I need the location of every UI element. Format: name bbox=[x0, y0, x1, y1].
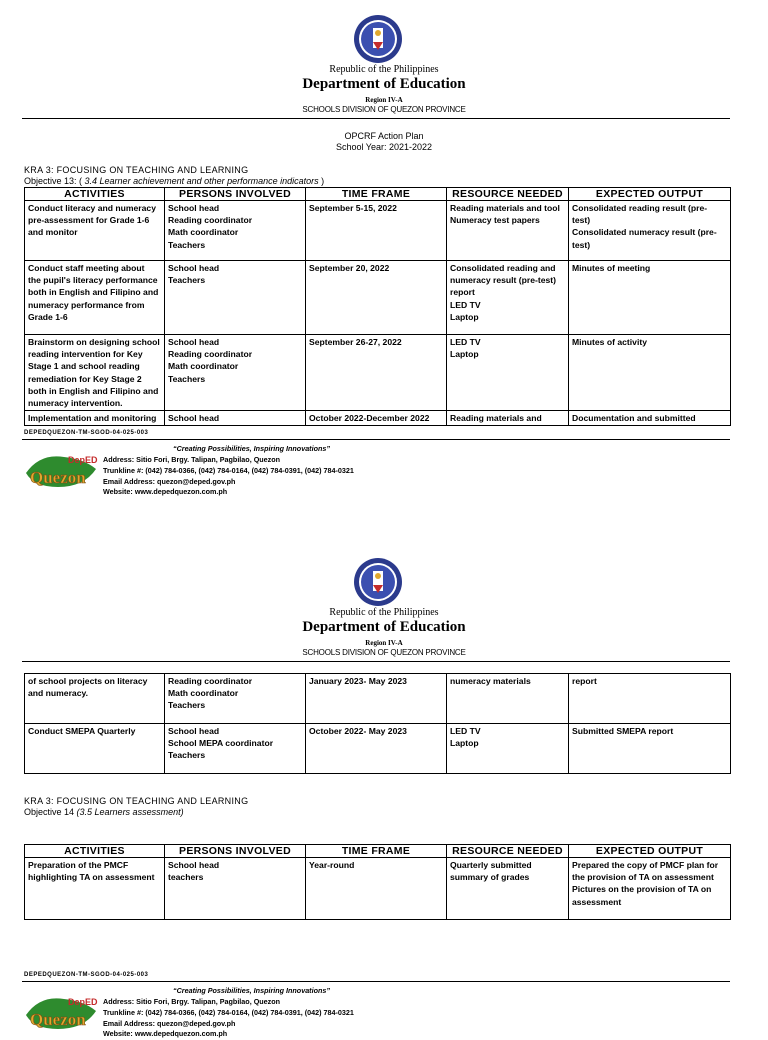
cell-line: Teachers bbox=[168, 239, 206, 250]
cell-line: School head bbox=[168, 203, 220, 213]
cell-line: Reading materials and tool bbox=[450, 203, 560, 213]
cell-line: Conduct staff meeting about bbox=[28, 263, 145, 273]
cell-line: School head bbox=[168, 726, 220, 736]
table-row bbox=[25, 335, 731, 411]
cell-line: Laptop bbox=[450, 738, 479, 749]
footer-email[interactable]: Email Address: quezon@deped.gov.ph bbox=[103, 1018, 236, 1028]
footer-contact bbox=[103, 455, 354, 498]
persons-cell bbox=[165, 724, 306, 774]
cell-line: teachers bbox=[168, 872, 204, 883]
cell-line: School MEPA coordinator bbox=[168, 738, 274, 749]
cell-line: Reading materials and bbox=[450, 413, 542, 424]
cell-line: Math coordinator bbox=[168, 227, 239, 238]
resource-cell bbox=[447, 411, 569, 426]
time-cell bbox=[306, 261, 447, 335]
footer-email[interactable]: Email Address: quezon@deped.gov.ph bbox=[103, 476, 236, 486]
table-row bbox=[25, 411, 731, 426]
cell-line: Numeracy test papers bbox=[450, 215, 540, 226]
cell-line: School head bbox=[168, 337, 220, 347]
department-title: Department of Education bbox=[302, 76, 466, 92]
activity-cell bbox=[25, 411, 165, 426]
table-row bbox=[25, 201, 731, 261]
table-row bbox=[25, 261, 731, 335]
cell-line: Laptop bbox=[450, 311, 479, 322]
column-header: PERSONS INVOLVED bbox=[165, 845, 306, 858]
cell-line: numeracy result (pre-test) bbox=[450, 275, 557, 286]
cell-line: September 26-27, 2022 bbox=[309, 337, 402, 347]
cell-line: Pictures on the provision of TA on bbox=[572, 884, 712, 895]
time-cell bbox=[306, 858, 447, 920]
cell-line: Grade 1-6 bbox=[28, 311, 68, 322]
objective-13-text: 3.4 Learner achievement and other performance indicators bbox=[84, 176, 319, 186]
region-text: Region IV-A bbox=[365, 96, 403, 104]
cell-line: Minutes of activity bbox=[572, 337, 647, 347]
document-code: DEPEDQUEZON-TM-SGOD-04-025-003 bbox=[24, 430, 149, 436]
cell-line: September 5-15, 2022 bbox=[309, 203, 397, 213]
resource-cell bbox=[447, 201, 569, 261]
logo-text-top: DepED bbox=[68, 997, 98, 1007]
cell-line: numeracy performance from bbox=[28, 299, 145, 310]
cell-line: Preparation of the PMCF bbox=[28, 860, 129, 870]
footer-address: Address: Sitio Fori, Brgy. Talipan, Pagbilao, Quezon bbox=[103, 455, 281, 464]
time-cell bbox=[306, 411, 447, 426]
output-cell bbox=[569, 411, 731, 426]
objective-14-text: (3.5 Learners assessment) bbox=[76, 807, 184, 817]
cell-line: LED TV bbox=[450, 337, 481, 347]
cell-line: January 2023- May 2023 bbox=[309, 676, 407, 686]
cell-line: October 2022- May 2023 bbox=[309, 726, 407, 736]
cell-line: LED TV bbox=[450, 726, 481, 736]
republic-text: Republic of the Philippines bbox=[329, 607, 439, 618]
time-cell bbox=[306, 335, 447, 411]
activity-cell bbox=[25, 858, 165, 920]
cell-line: School head bbox=[168, 263, 220, 273]
cell-line: Reading coordinator bbox=[168, 215, 253, 226]
cell-line: Brainstorm on designing school bbox=[28, 337, 160, 347]
column-header: RESOURCE NEEDED bbox=[447, 188, 569, 201]
cell-line: Submitted SMEPA report bbox=[572, 726, 674, 736]
cell-line: Conduct literacy and numeracy bbox=[28, 203, 156, 213]
cell-line: Math coordinator bbox=[168, 361, 239, 372]
resource-cell bbox=[447, 858, 569, 920]
output-cell bbox=[569, 858, 731, 920]
persons-cell bbox=[165, 261, 306, 335]
cell-line: the provision of TA on assessment bbox=[572, 872, 714, 883]
deped-seal-icon bbox=[353, 557, 403, 607]
cell-line: and numeracy. bbox=[28, 688, 89, 699]
activity-cell bbox=[25, 201, 165, 261]
footer-contact bbox=[103, 997, 354, 1040]
table-row bbox=[25, 674, 731, 724]
cell-line: report bbox=[572, 676, 597, 686]
output-cell bbox=[569, 201, 731, 261]
cell-line: assessment bbox=[572, 896, 622, 907]
cell-line: numeracy materials bbox=[450, 676, 531, 686]
resource-cell bbox=[447, 674, 569, 724]
table-row bbox=[25, 858, 731, 920]
cell-line: LED TV bbox=[450, 299, 481, 310]
header-rule bbox=[22, 661, 730, 662]
cell-line: Quarterly submitted bbox=[450, 860, 532, 870]
cell-line: pre-assessment for Grade 1-6 bbox=[28, 215, 150, 226]
resource-cell bbox=[447, 724, 569, 774]
action-plan-table-2 bbox=[24, 673, 731, 774]
cell-line: School head bbox=[168, 860, 220, 870]
cell-line: report bbox=[450, 287, 475, 298]
cell-line: test) bbox=[572, 215, 591, 226]
table-header-row bbox=[25, 845, 731, 858]
logo-text-top: DepED bbox=[68, 455, 98, 465]
footer-website[interactable]: Website: www.depedquezon.com.ph bbox=[103, 1029, 228, 1039]
cell-line: Reading coordinator bbox=[168, 349, 253, 360]
cell-line: reading intervention for Key bbox=[28, 349, 143, 360]
cell-line: highlighting TA on assessment bbox=[28, 872, 155, 883]
deped-quezon-logo-icon bbox=[24, 447, 98, 489]
footer-trunkline: Trunkline #: (042) 784-0366, (042) 784-0164, (042) 784-0391, (042) 784-0321 bbox=[103, 465, 354, 475]
column-header: TIME FRAME bbox=[306, 845, 447, 858]
resource-cell bbox=[447, 261, 569, 335]
cell-line: School head bbox=[168, 413, 220, 424]
action-plan-table-3 bbox=[24, 844, 731, 920]
column-header: TIME FRAME bbox=[306, 188, 447, 201]
cell-line: Conduct SMEPA Quarterly bbox=[28, 726, 136, 736]
cell-line: Teachers bbox=[168, 275, 206, 286]
cell-line: Prepared the copy of PMCF plan for bbox=[572, 860, 719, 870]
objective-13-prefix: Objective 13: ( bbox=[24, 176, 85, 186]
cell-line: Consolidated numeracy result (pre- bbox=[572, 227, 717, 238]
department-title: Department of Education bbox=[302, 619, 466, 635]
objective-14-prefix: Objective 14 bbox=[24, 807, 77, 817]
kra-heading: KRA 3: FOCUSING ON TEACHING AND LEARNING bbox=[24, 796, 249, 806]
document-code: DEPEDQUEZON-TM-SGOD-04-025-003 bbox=[24, 972, 149, 978]
school-year: School Year: 2021-2022 bbox=[335, 142, 433, 152]
footer-rule bbox=[22, 439, 730, 440]
resource-cell bbox=[447, 335, 569, 411]
persons-cell bbox=[165, 674, 306, 724]
persons-cell bbox=[165, 201, 306, 261]
output-cell bbox=[569, 674, 731, 724]
cell-line: summary of grades bbox=[450, 872, 530, 883]
time-cell bbox=[306, 201, 447, 261]
cell-line: Laptop bbox=[450, 349, 479, 360]
persons-cell bbox=[165, 411, 306, 426]
activity-cell bbox=[25, 724, 165, 774]
output-cell bbox=[569, 261, 731, 335]
objective-13 bbox=[24, 176, 324, 186]
output-cell bbox=[569, 335, 731, 411]
cell-line: Stage 1 and school reading bbox=[28, 361, 140, 372]
column-header: ACTIVITIES bbox=[25, 845, 165, 858]
column-header: PERSONS INVOLVED bbox=[165, 188, 306, 201]
column-header: EXPECTED OUTPUT bbox=[569, 845, 731, 858]
footer-website[interactable]: Website: www.depedquezon.com.ph bbox=[103, 487, 228, 497]
footer-tagline: “Creating Possibilities, Inspiring Innovations” bbox=[173, 986, 330, 995]
cell-line: October 2022-December 2022 bbox=[309, 413, 430, 424]
cell-line: the pupil's literacy performance bbox=[28, 275, 158, 286]
cell-line: Documentation and submitted bbox=[572, 413, 696, 424]
activity-cell bbox=[25, 261, 165, 335]
table-header-row bbox=[25, 188, 731, 201]
kra-heading: KRA 3: FOCUSING ON TEACHING AND LEARNING bbox=[24, 165, 249, 175]
column-header: RESOURCE NEEDED bbox=[447, 845, 569, 858]
cell-line: Implementation and monitoring bbox=[28, 413, 157, 424]
objective-13-suffix: ) bbox=[318, 176, 325, 186]
persons-cell bbox=[165, 858, 306, 920]
cell-line: and monitor bbox=[28, 227, 78, 238]
region-text: Region IV-A bbox=[365, 639, 403, 647]
footer-tagline: “Creating Possibilities, Inspiring Innovations” bbox=[173, 444, 330, 453]
cell-line: Teachers bbox=[168, 373, 206, 384]
cell-line: both in English and Filipino and bbox=[28, 287, 159, 298]
time-cell bbox=[306, 674, 447, 724]
division-text: SCHOOLS DIVISION OF QUEZON PROVINCE bbox=[302, 648, 466, 657]
division-text: SCHOOLS DIVISION OF QUEZON PROVINCE bbox=[302, 105, 466, 114]
output-cell bbox=[569, 724, 731, 774]
cell-line: test) bbox=[572, 239, 591, 250]
cell-line: Consolidated reading result (pre- bbox=[572, 203, 708, 213]
header-rule bbox=[22, 118, 730, 119]
cell-line: Minutes of meeting bbox=[572, 263, 651, 273]
cell-line: numeracy intervention. bbox=[28, 398, 123, 409]
footer-rule bbox=[22, 981, 730, 982]
cell-line: September 20, 2022 bbox=[309, 263, 390, 273]
activity-cell bbox=[25, 674, 165, 724]
cell-line: Teachers bbox=[168, 750, 206, 761]
activity-cell bbox=[25, 335, 165, 411]
objective-14 bbox=[24, 807, 184, 817]
cell-line: Year-round bbox=[309, 860, 355, 870]
footer-address: Address: Sitio Fori, Brgy. Talipan, Pagbilao, Quezon bbox=[103, 997, 281, 1006]
cell-line: both in English and Filipino and bbox=[28, 385, 159, 396]
logo-text-bottom: Quezon bbox=[30, 468, 86, 487]
plan-title: OPCRF Action Plan bbox=[344, 131, 424, 141]
persons-cell bbox=[165, 335, 306, 411]
cell-line: of school projects on literacy bbox=[28, 676, 148, 686]
republic-text: Republic of the Philippines bbox=[329, 64, 439, 75]
action-plan-table-1 bbox=[24, 187, 731, 426]
column-header: EXPECTED OUTPUT bbox=[569, 188, 731, 201]
logo-text-bottom: Quezon bbox=[30, 1010, 86, 1029]
cell-line: Reading coordinator bbox=[168, 676, 253, 686]
cell-line: Consolidated reading and bbox=[450, 263, 556, 273]
footer-trunkline: Trunkline #: (042) 784-0366, (042) 784-0164, (042) 784-0391, (042) 784-0321 bbox=[103, 1007, 354, 1017]
deped-seal-icon bbox=[353, 14, 403, 64]
cell-line: Teachers bbox=[168, 700, 206, 711]
time-cell bbox=[306, 724, 447, 774]
deped-quezon-logo-icon bbox=[24, 989, 98, 1031]
cell-line: remediation for Key Stage 2 bbox=[28, 373, 142, 384]
table-row bbox=[25, 724, 731, 774]
cell-line: Math coordinator bbox=[168, 688, 239, 699]
column-header: ACTIVITIES bbox=[25, 188, 165, 201]
